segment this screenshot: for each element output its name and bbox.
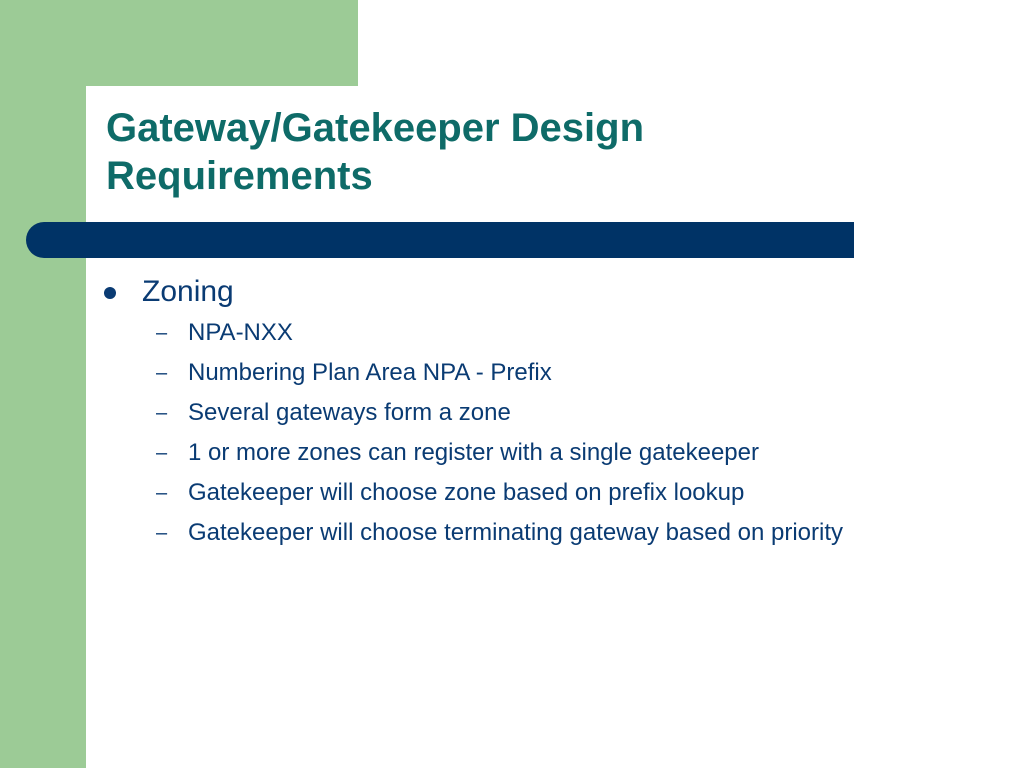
dash-icon: – bbox=[156, 322, 168, 344]
sub-bullet-item bbox=[156, 356, 894, 390]
dash-icon: – bbox=[156, 362, 168, 384]
green-band-top bbox=[0, 0, 358, 86]
sub-bullet-list bbox=[104, 316, 894, 550]
sub-bullet-text: NPA-NXX bbox=[188, 319, 293, 346]
green-band-left bbox=[0, 0, 86, 768]
sub-bullet-item bbox=[156, 316, 894, 350]
sub-bullet-item bbox=[156, 436, 894, 470]
bullet-text: Zoning bbox=[142, 275, 234, 308]
sub-bullet-text: Numbering Plan Area NPA - Prefix bbox=[188, 359, 552, 386]
dash-icon: – bbox=[156, 482, 168, 504]
sub-bullet-item bbox=[156, 516, 894, 550]
sub-bullet-text: Gatekeeper will choose zone based on prefix lookup bbox=[188, 479, 745, 506]
sub-bullet-text: Gatekeeper will choose terminating gateway based on priority bbox=[188, 519, 844, 546]
dash-icon: – bbox=[156, 442, 168, 464]
slide-content bbox=[104, 270, 894, 556]
title-underline-bar bbox=[26, 222, 854, 258]
bullet-item bbox=[104, 270, 894, 314]
slide-title: Gateway/Gatekeeper Design Requirements bbox=[106, 106, 645, 198]
sub-bullet-item bbox=[156, 396, 894, 430]
dash-icon: – bbox=[156, 402, 168, 424]
sub-bullet-item bbox=[156, 476, 894, 510]
sub-bullet-text: 1 or more zones can register with a single gatekeeper bbox=[188, 439, 759, 466]
sub-bullet-text: Several gateways form a zone bbox=[188, 399, 511, 426]
dash-icon: – bbox=[156, 522, 168, 544]
bullet-dot-icon bbox=[104, 287, 116, 299]
